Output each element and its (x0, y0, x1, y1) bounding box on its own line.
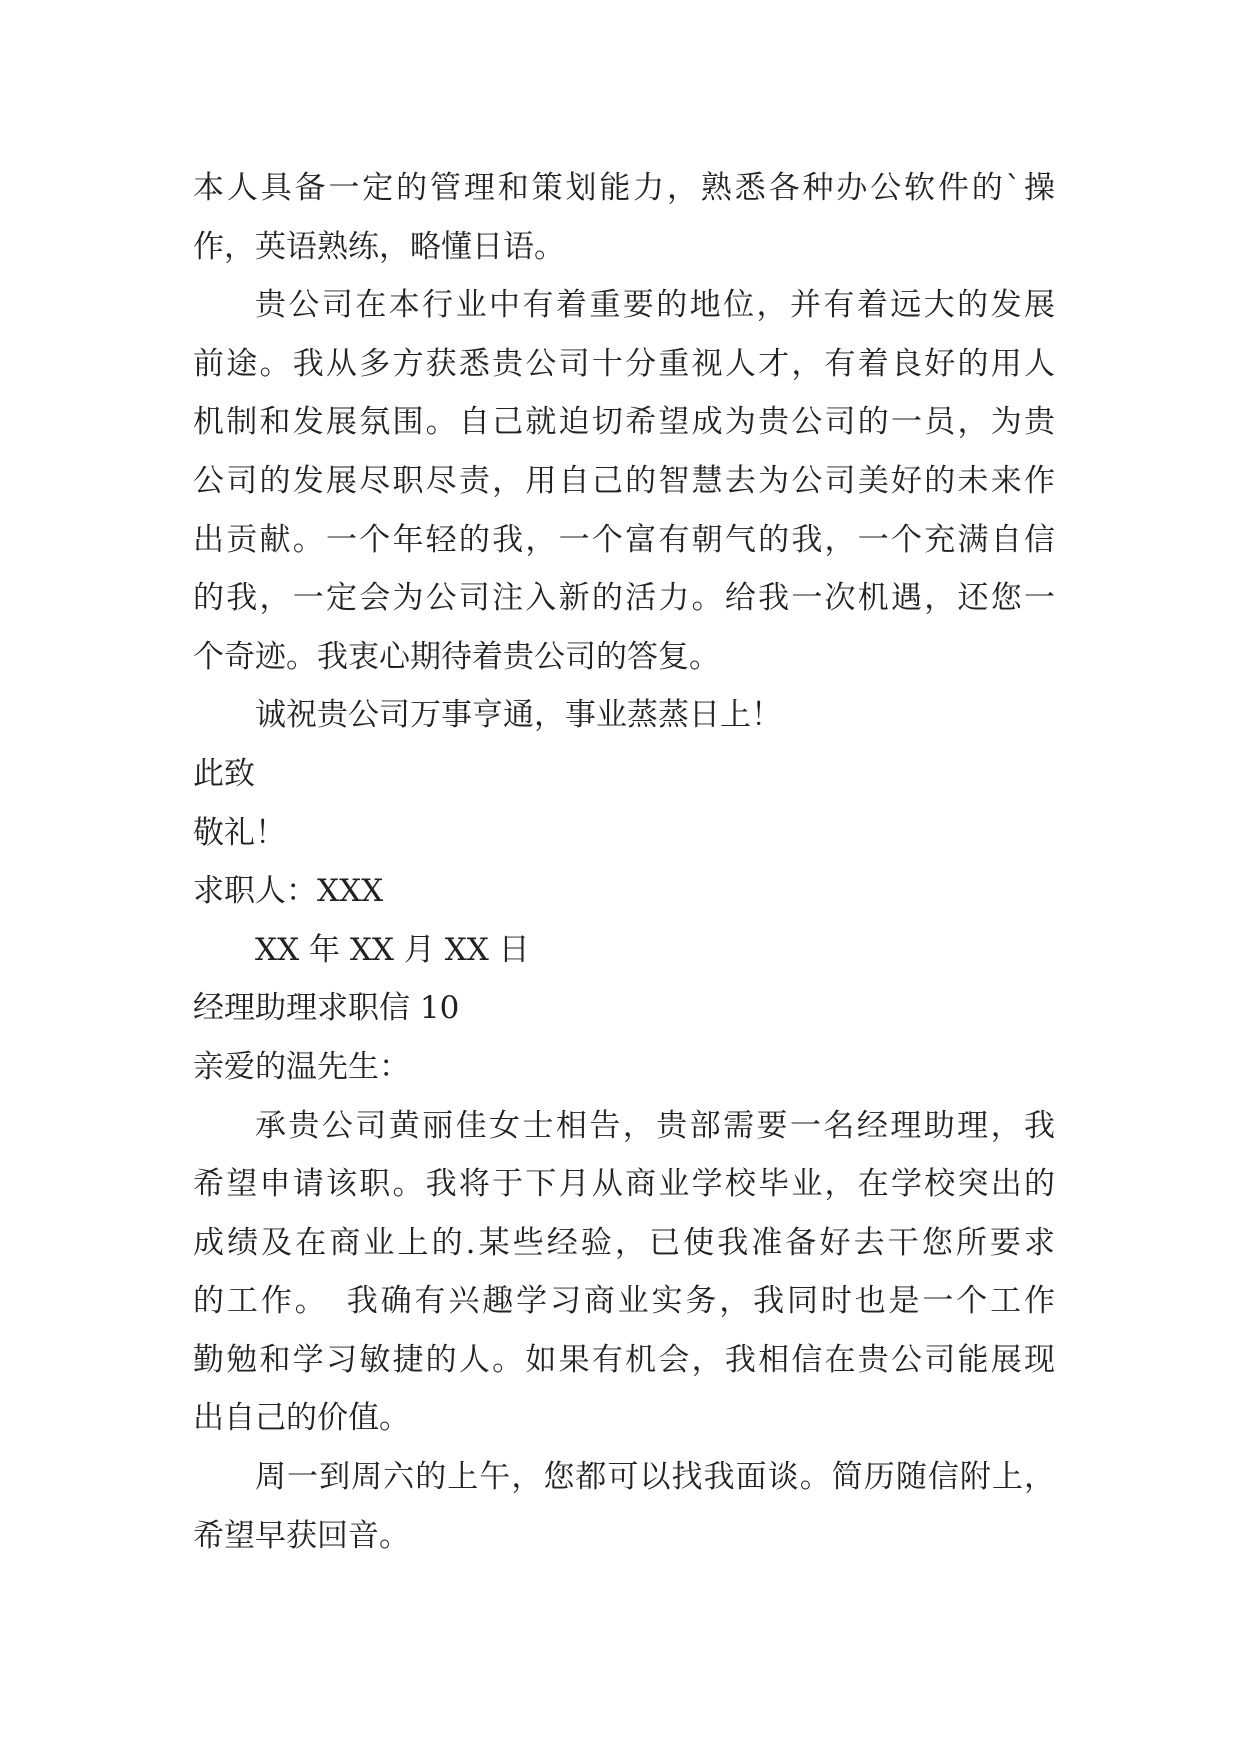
letter-date: XX 年 XX 月 XX 日 (255, 931, 530, 968)
salutation-regards: 敬礼！ (193, 814, 286, 851)
paragraph-line: 本人具备一定的管理和策划能力，熟悉各种办公软件的`操 (193, 170, 1055, 206)
paragraph-line: 作，英语熟练，略懂日语。 (193, 228, 565, 265)
paragraph-line: 周一到周六的上午，您都可以找我面谈。简历随信附上， (255, 1459, 1055, 1496)
letter-greeting: 亲爱的温先生： (193, 1048, 410, 1085)
applicant-signature: 求职人：XXX (193, 873, 384, 910)
closing-wish: 诚祝贵公司万事亨通，事业蒸蒸日上！ (255, 697, 782, 734)
paragraph-line: 公司的发展尽职尽责，用自己的智慧去为公司美好的未来作 (193, 462, 1055, 499)
paragraph-line: 的工作。 我确有兴趣学习商业实务，我同时也是一个工作 (193, 1283, 1055, 1320)
paragraph-line: 希望早获回音。 (193, 1517, 410, 1554)
paragraph-line: 承贵公司黄丽佳女士相告，贵部需要一名经理助理，我 (255, 1107, 1055, 1144)
section-title: 经理助理求职信 10 (193, 990, 460, 1027)
letter-body (193, 159, 1055, 1565)
paragraph-line: 出自己的价值。 (193, 1400, 410, 1437)
paragraph-line: 贵公司在本行业中有着重要的地位，并有着远大的发展 (255, 287, 1055, 324)
paragraph-line: 的我，一定会为公司注入新的活力。给我一次机遇，还您一 (193, 580, 1055, 617)
paragraph-line: 出贡献。一个年轻的我，一个富有朝气的我，一个充满自信 (193, 521, 1055, 558)
paragraph-line: 成绩及在商业上的.某些经验，已使我准备好去干您所要求 (193, 1224, 1055, 1261)
paragraph-line: 勤勉和学习敏捷的人。如果有机会，我相信在贵公司能展现 (193, 1341, 1055, 1378)
paragraph-line: 个奇迹。我衷心期待着贵公司的答复。 (193, 638, 720, 675)
paragraph-line: 机制和发展氛围。自己就迫切希望成为贵公司的一员，为贵 (193, 404, 1055, 441)
salutation-closing: 此致 (193, 755, 255, 792)
paragraph-line: 希望申请该职。我将于下月从商业学校毕业，在学校突出的 (193, 1166, 1055, 1203)
paragraph-line: 前途。我从多方获悉贵公司十分重视人才，有着良好的用人 (193, 345, 1055, 382)
